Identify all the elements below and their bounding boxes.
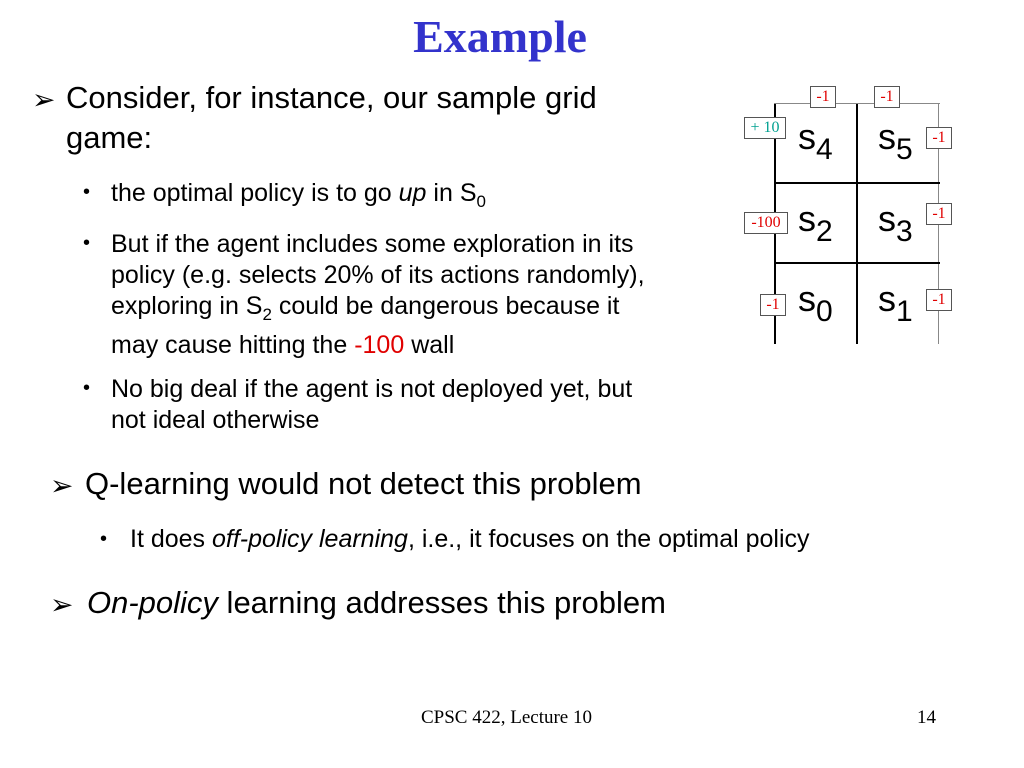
state-letter: s (798, 278, 816, 319)
emphasis-text: up (398, 179, 427, 207)
state-s2 (798, 198, 833, 250)
state-subscript: 1 (896, 295, 913, 328)
sub-bullet-1-2 (111, 229, 731, 361)
text-fragment: learning addresses this problem (217, 585, 666, 620)
state-s0 (798, 278, 833, 330)
bullet-3-text (87, 583, 666, 623)
reward-right-s1: -1 (926, 289, 952, 311)
grid-world-figure (774, 103, 940, 344)
state-s3 (878, 198, 913, 250)
text-line: No big deal if the agent is not deployed yet, but (111, 375, 633, 403)
text-fragment: in S (426, 179, 477, 207)
text-line (111, 291, 731, 330)
state-letter: s (798, 198, 816, 239)
reward-left-s2: -100 (744, 212, 788, 234)
text-fragment: the optimal policy is to go (111, 179, 399, 207)
footer-course: CPSC 422, Lecture 10 (421, 707, 592, 728)
sub-bullet-dot-icon: • (83, 377, 91, 399)
text-fragment: It does (130, 525, 212, 553)
text-line: policy (e.g. selects 20% of its actions randomly), (111, 261, 645, 289)
bullet-arrow-icon: ➢ (50, 470, 74, 501)
text-fragment: exploring in S (111, 292, 263, 320)
bullet-2-text: Q-learning would not detect this problem (85, 466, 642, 501)
state-s4 (798, 116, 833, 168)
sub-bullet-1-1 (111, 178, 486, 217)
state-letter: s (878, 198, 896, 239)
sub-bullet-2-1 (130, 524, 810, 555)
bullet-arrow-icon: ➢ (32, 84, 56, 115)
text-fragment: wall (404, 331, 455, 359)
text-fragment: , i.e., it focuses on the optimal policy (407, 525, 810, 553)
emphasis-text: off-policy learning (212, 525, 408, 553)
grid-top-wall (774, 103, 940, 104)
sub-bullet-1-3 (111, 374, 731, 436)
state-subscript: 2 (816, 215, 833, 248)
page-number: 14 (917, 707, 936, 728)
text-line: not ideal otherwise (111, 406, 320, 434)
highlight-red-text: -100 (354, 331, 405, 359)
sub-bullet-dot-icon: • (100, 528, 108, 550)
state-subscript: 0 (816, 295, 833, 328)
reward-top-left: -1 (810, 86, 836, 108)
state-letter: s (878, 116, 896, 157)
sub-bullet-dot-icon: • (83, 181, 91, 203)
state-subscript: 5 (896, 133, 913, 166)
reward-right-s3: -1 (926, 203, 952, 225)
reward-right-s5: -1 (926, 127, 952, 149)
text-fragment: could be dangerous because it (271, 292, 620, 320)
bullet-1-text: Consider, for instance, our sample grid game: (66, 80, 597, 155)
state-subscript: 3 (896, 215, 913, 248)
state-subscript: 4 (816, 133, 833, 166)
text-line: But if the agent includes some exploration in its (111, 230, 634, 258)
subscript: 2 (262, 305, 272, 324)
text-line (111, 330, 731, 361)
sub-bullet-dot-icon: • (83, 232, 91, 254)
state-s1 (878, 278, 913, 330)
reward-left-s0: -1 (760, 294, 786, 316)
state-letter: s (878, 278, 896, 319)
grid-row-line-1 (774, 182, 940, 184)
text-fragment: may cause hitting the (111, 331, 355, 359)
slide-title: Example (413, 11, 587, 62)
state-s5 (878, 116, 913, 168)
grid-middle-line (856, 103, 858, 344)
emphasis-text: On-policy (87, 585, 218, 620)
grid-row-line-2 (774, 262, 940, 264)
reward-top-right: -1 (874, 86, 900, 108)
reward-left-s4: + 10 (744, 117, 786, 139)
bullet-arrow-icon: ➢ (50, 589, 74, 620)
subscript: 0 (476, 192, 486, 211)
state-letter: s (798, 116, 816, 157)
